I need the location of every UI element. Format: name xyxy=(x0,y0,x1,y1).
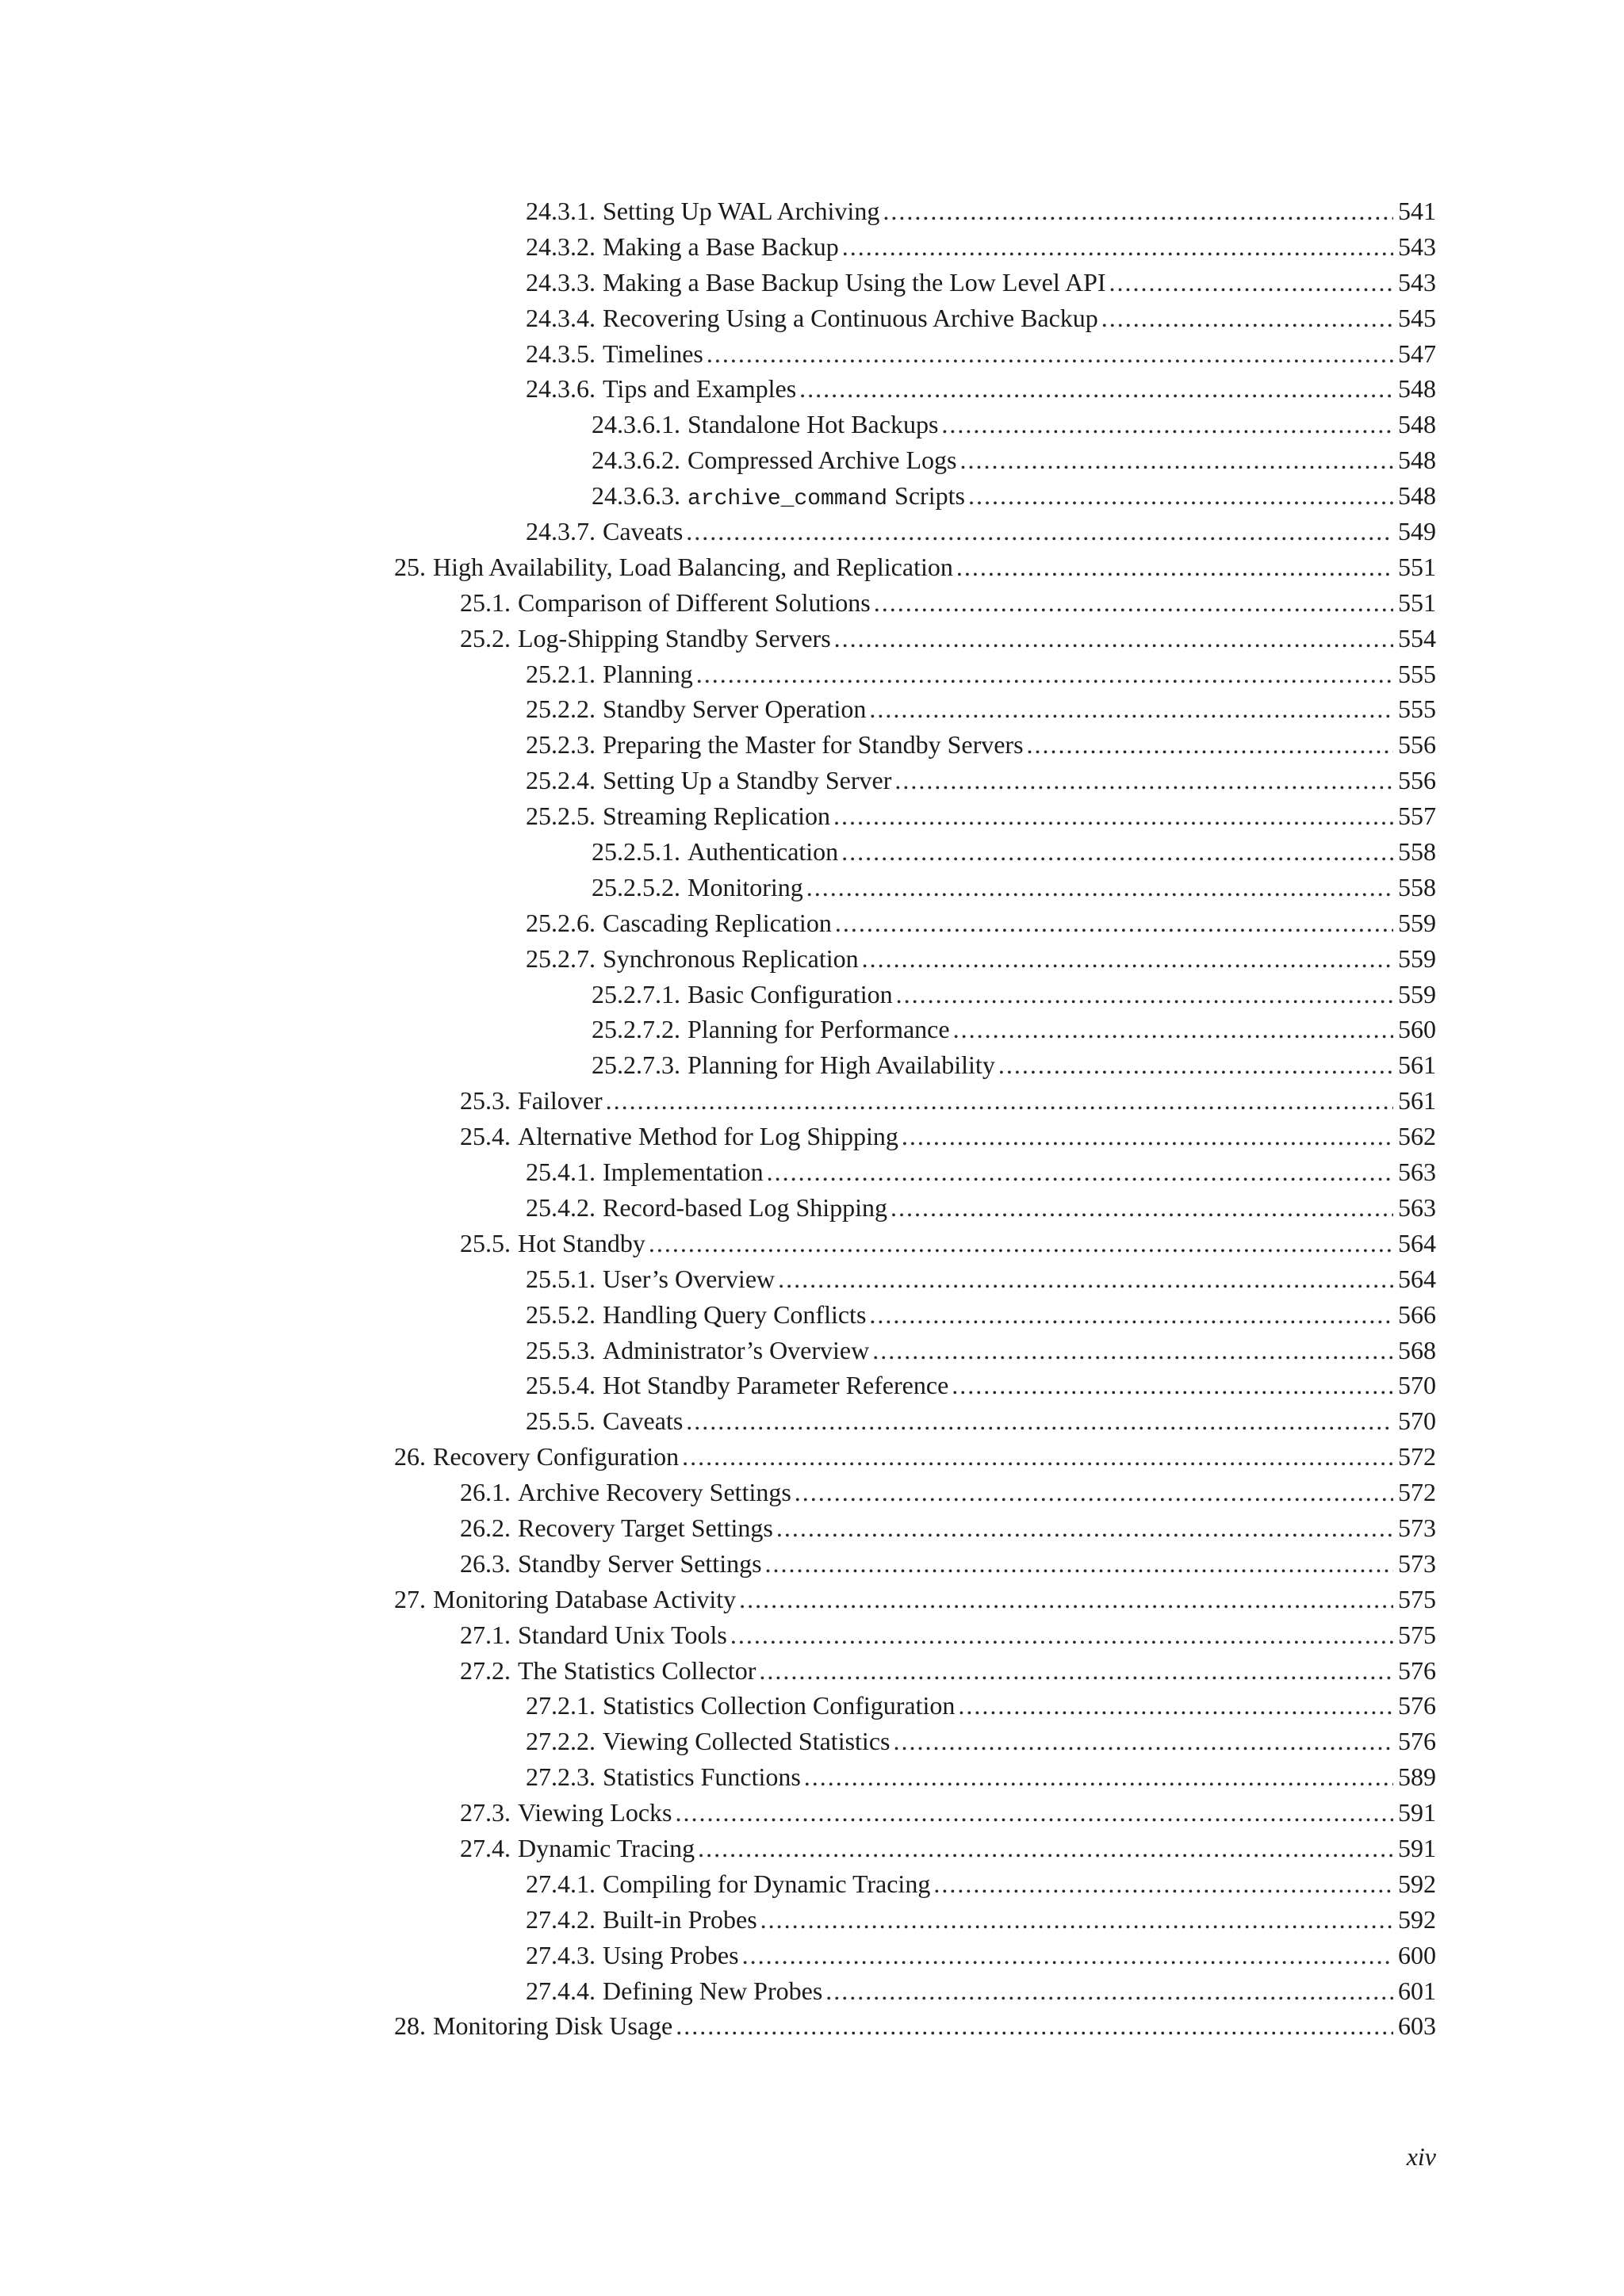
toc-entry-number: 25.2.6. xyxy=(526,908,596,937)
dot-leader xyxy=(760,1902,1393,1938)
toc-entry-title: Administrator’s Overview xyxy=(603,1335,870,1364)
toc-entry-number: 24.3.5. xyxy=(526,339,596,368)
toc-entry-number: 25. xyxy=(394,552,426,581)
toc-entry-number: 25.5. xyxy=(460,1228,511,1257)
toc-entry-title: Failover xyxy=(518,1086,603,1115)
toc-entry-page: 591 xyxy=(1398,1833,1436,1862)
toc-entry-title: Recovering Using a Continuous Archive Backup xyxy=(603,303,1098,332)
dot-leader xyxy=(941,407,1393,442)
toc-entry-title: Making a Base Backup xyxy=(603,232,839,261)
toc-entry-number: 25.2.7. xyxy=(526,943,596,973)
toc-entry-number: 25.2.3. xyxy=(526,730,596,760)
toc-entry[interactable] xyxy=(394,478,1436,514)
toc-entry-number: 24.3.6.1. xyxy=(592,410,680,439)
toc-entry-title: Standard Unix Tools xyxy=(518,1620,727,1649)
dot-leader xyxy=(874,585,1393,621)
toc-entry-title: Making a Base Backup Using the Low Level API xyxy=(603,267,1106,297)
toc-entry-page: 576 xyxy=(1398,1655,1436,1685)
toc-entry-page: 572 xyxy=(1398,1478,1436,1507)
dot-leader xyxy=(869,1297,1393,1333)
toc-entry-code: archive_command xyxy=(688,487,888,512)
dot-leader xyxy=(883,193,1393,229)
toc-entry-page: 563 xyxy=(1398,1158,1436,1187)
dot-leader xyxy=(958,1688,1393,1724)
toc-entry[interactable] xyxy=(394,1973,1436,2009)
toc-entry-title: Hot Standby Parameter Reference xyxy=(603,1371,949,1400)
dot-leader xyxy=(686,1403,1393,1439)
toc-entry-page: 558 xyxy=(1398,837,1436,867)
toc-entry-title: Handling Query Conflicts xyxy=(603,1299,867,1329)
toc-entry[interactable] xyxy=(394,442,1436,478)
toc-entry-title: Dynamic Tracing xyxy=(518,1833,695,1862)
dot-leader xyxy=(649,1226,1393,1261)
toc-entry-page: 563 xyxy=(1398,1192,1436,1222)
dot-leader xyxy=(891,1190,1393,1226)
toc-entry[interactable] xyxy=(394,336,1436,372)
toc-entry-title: User’s Overview xyxy=(603,1264,776,1293)
toc-entry-number: 25.2.5.2. xyxy=(592,872,680,901)
dot-leader xyxy=(1109,265,1393,300)
toc-entry-page: 548 xyxy=(1398,374,1436,404)
toc-entry-number: 27.2.1. xyxy=(526,1691,596,1720)
toc-entry-page: 559 xyxy=(1398,979,1436,1008)
dot-leader xyxy=(676,2008,1393,2044)
dot-leader xyxy=(933,1866,1393,1902)
toc-entry-page: 554 xyxy=(1398,623,1436,652)
dot-leader xyxy=(686,514,1393,549)
toc-entry-number: 24.3.2. xyxy=(526,232,596,261)
toc-entry[interactable] xyxy=(394,1688,1436,1724)
dot-leader xyxy=(998,1047,1393,1083)
toc-entry-number: 27.4.2. xyxy=(526,1904,596,1934)
dot-leader xyxy=(968,478,1393,514)
toc-entry[interactable] xyxy=(394,407,1436,442)
dot-leader xyxy=(765,1546,1393,1582)
toc-entry-title: Compressed Archive Logs xyxy=(688,446,957,475)
dot-leader xyxy=(1101,300,1393,336)
dot-leader xyxy=(707,336,1393,372)
toc-entry-title: Planning for High Availability xyxy=(688,1050,995,1080)
dot-leader xyxy=(862,941,1393,977)
toc-entry-number: 26.3. xyxy=(460,1548,511,1578)
toc-entry[interactable] xyxy=(394,977,1436,1012)
dot-leader xyxy=(835,905,1393,941)
toc-entry-page: 551 xyxy=(1398,552,1436,581)
toc-entry-page: 603 xyxy=(1398,2011,1436,2041)
toc-entry-number: 25.1. xyxy=(460,587,511,617)
toc-entry-title: Viewing Collected Statistics xyxy=(603,1727,891,1756)
toc-entry-page: 555 xyxy=(1398,659,1436,688)
dot-leader xyxy=(682,1439,1393,1475)
toc-entry-title: Standby Server Operation xyxy=(603,695,867,724)
toc-entry-page: 555 xyxy=(1398,695,1436,724)
toc-entry-title: Alternative Method for Log Shipping xyxy=(518,1122,898,1151)
toc-entry-title: Recovery Target Settings xyxy=(518,1513,773,1542)
toc-entry-number: 25.5.3. xyxy=(526,1335,596,1364)
toc-entry-page: 545 xyxy=(1398,303,1436,332)
toc-entry-page: 562 xyxy=(1398,1122,1436,1151)
toc-entry-number: 25.5.1. xyxy=(526,1264,596,1293)
toc-entry-page: 543 xyxy=(1398,267,1436,297)
toc-entry-number: 25.2.1. xyxy=(526,659,596,688)
toc-entry-title: Caveats xyxy=(603,1406,684,1436)
toc-entry[interactable] xyxy=(394,621,1436,656)
toc-entry-number: 25.5.4. xyxy=(526,1371,596,1400)
toc-entry-number: 24.3.6.3. xyxy=(592,481,680,511)
toc-entry-number: 27.2. xyxy=(460,1655,511,1685)
toc-entry-title: Comparison of Different Solutions xyxy=(518,587,871,617)
toc-entry-title: Streaming Replication xyxy=(603,802,831,831)
toc-entry-number: 24.3.6.2. xyxy=(592,446,680,475)
toc-entry-page: 557 xyxy=(1398,802,1436,831)
dot-leader xyxy=(869,691,1393,727)
toc-entry[interactable] xyxy=(394,1439,1436,1475)
toc-entry[interactable] xyxy=(394,1119,1436,1154)
dot-leader xyxy=(795,1475,1393,1510)
toc-entry[interactable] xyxy=(394,1866,1436,1902)
toc-entry-number: 24.3.3. xyxy=(526,267,596,297)
toc-entry-title: Hot Standby xyxy=(518,1228,645,1257)
toc-entry-number: 25.3. xyxy=(460,1086,511,1115)
toc-entry[interactable] xyxy=(394,1831,1436,1866)
toc-entry-number: 25.2.2. xyxy=(526,695,596,724)
toc-entry-number: 25.4.2. xyxy=(526,1192,596,1222)
toc-entry-number: 27.4.3. xyxy=(526,1940,596,1969)
toc-entry-page: 561 xyxy=(1398,1050,1436,1080)
toc-entry-number: 25.2.4. xyxy=(526,766,596,795)
toc-entry[interactable] xyxy=(394,300,1436,336)
dot-leader xyxy=(767,1154,1393,1190)
toc-entry-page: 601 xyxy=(1398,1976,1436,2005)
toc-entry-title: Preparing the Master for Standby Servers xyxy=(603,730,1024,760)
dot-leader xyxy=(696,656,1393,692)
toc-entry-title: Authentication xyxy=(688,837,839,867)
dot-leader xyxy=(894,763,1393,798)
toc-entry[interactable] xyxy=(394,371,1436,407)
dot-leader xyxy=(742,1938,1393,1973)
dot-leader xyxy=(896,977,1393,1012)
dot-leader xyxy=(776,1510,1393,1546)
toc-entry[interactable] xyxy=(394,905,1436,941)
toc-entry[interactable] xyxy=(394,1226,1436,1261)
toc-entry-number: 25.2.5.1. xyxy=(592,837,680,867)
toc-entry-number: 25.4.1. xyxy=(526,1158,596,1187)
dot-leader xyxy=(872,1333,1393,1368)
dot-leader xyxy=(953,1012,1393,1047)
toc-entry[interactable] xyxy=(394,798,1436,834)
toc-entry-title: High Availability, Load Balancing, and Replication xyxy=(433,552,953,581)
toc-entry[interactable] xyxy=(394,1368,1436,1403)
toc-entry[interactable] xyxy=(394,1012,1436,1047)
toc-entry-page: 549 xyxy=(1398,517,1436,546)
toc-entry-page: 564 xyxy=(1398,1264,1436,1293)
toc-entry[interactable] xyxy=(394,1510,1436,1546)
dot-leader xyxy=(833,798,1393,834)
toc-entry-page: 568 xyxy=(1398,1335,1436,1364)
toc-entry-page: 561 xyxy=(1398,1086,1436,1115)
toc-entry-title: Viewing Locks xyxy=(518,1798,672,1827)
toc-entry-page: 559 xyxy=(1398,943,1436,973)
toc-entry-title: Log-Shipping Standby Servers xyxy=(518,623,831,652)
dot-leader xyxy=(730,1617,1393,1653)
toc-entry-title: Cascading Replication xyxy=(603,908,832,937)
toc-entry-page: 551 xyxy=(1398,587,1436,617)
toc-entry-page: 556 xyxy=(1398,730,1436,760)
toc-entry[interactable] xyxy=(394,941,1436,977)
toc-entry-title: Synchronous Replication xyxy=(603,943,859,973)
toc-entry-title: Planning xyxy=(603,659,693,688)
toc-entry-number: 24.3.1. xyxy=(526,197,596,225)
toc-entry[interactable] xyxy=(394,193,1436,229)
toc-entry-title: Archive Recovery Settings xyxy=(518,1478,791,1507)
toc-entry-page: 592 xyxy=(1398,1869,1436,1898)
toc-entry-number: 27.1. xyxy=(460,1620,511,1649)
toc-entry[interactable] xyxy=(394,1759,1436,1795)
toc-entry[interactable] xyxy=(394,1795,1436,1831)
toc-entry[interactable] xyxy=(394,1902,1436,1938)
toc-entry-title: Caveats xyxy=(603,517,684,546)
toc-entry-page: 575 xyxy=(1398,1620,1436,1649)
toc-entry-page: 600 xyxy=(1398,1940,1436,1969)
toc-entry-title: Statistics Functions xyxy=(603,1762,801,1792)
toc-entry-title: Basic Configuration xyxy=(688,979,893,1008)
toc-entry-number: 24.3.6. xyxy=(526,374,596,404)
dot-leader xyxy=(834,621,1393,656)
toc-entry-page: 564 xyxy=(1398,1228,1436,1257)
toc-entry-title: Record-based Log Shipping xyxy=(603,1192,888,1222)
toc-entry-title: Recovery Configuration xyxy=(433,1442,680,1471)
toc-entry[interactable] xyxy=(394,1047,1436,1083)
toc-entry-page: 560 xyxy=(1398,1015,1436,1044)
toc-entry-number: 25.2. xyxy=(460,623,511,652)
toc-entry-page: 570 xyxy=(1398,1371,1436,1400)
toc-entry-page: 573 xyxy=(1398,1548,1436,1578)
toc-entry-title: Defining New Probes xyxy=(603,1976,823,2005)
toc-entry-number: 25.2.7.1. xyxy=(592,979,680,1008)
toc-entry-page: 543 xyxy=(1398,232,1436,261)
toc-entry-number: 27.3. xyxy=(460,1798,511,1827)
toc-entry-title: Monitoring Disk Usage xyxy=(433,2011,673,2041)
page-number: xiv xyxy=(1406,2142,1436,2171)
toc-entry-page: 573 xyxy=(1398,1513,1436,1542)
toc-entry[interactable] xyxy=(394,1190,1436,1226)
toc-entry-title: Statistics Collection Configuration xyxy=(603,1691,956,1720)
toc-entry-number: 27.2.3. xyxy=(526,1762,596,1792)
toc-entry-page: 592 xyxy=(1398,1904,1436,1934)
toc-entry[interactable] xyxy=(394,549,1436,585)
toc-entry-page: 591 xyxy=(1398,1798,1436,1827)
toc-entry[interactable] xyxy=(394,1333,1436,1368)
dot-leader xyxy=(759,1653,1393,1689)
toc-entry-page: 556 xyxy=(1398,766,1436,795)
dot-leader xyxy=(952,1368,1393,1403)
dot-leader xyxy=(799,371,1393,407)
toc-entry[interactable] xyxy=(394,1724,1436,1759)
toc-entry[interactable] xyxy=(394,656,1436,692)
dot-leader xyxy=(1027,727,1393,763)
toc-entry-title: Standby Server Settings xyxy=(518,1548,762,1578)
toc-entry-title: Compiling for Dynamic Tracing xyxy=(603,1869,931,1898)
toc-entry-title: Monitoring xyxy=(688,872,803,901)
toc-entry[interactable] xyxy=(394,1083,1436,1119)
toc-entry-number: 24.3.7. xyxy=(526,517,596,546)
toc-entry-title: Setting Up a Standby Server xyxy=(603,766,892,795)
dot-leader xyxy=(893,1724,1393,1759)
toc-entry-number: 25.5.5. xyxy=(526,1406,596,1436)
toc-entry-number: 27.4.1. xyxy=(526,1869,596,1898)
toc-entry-title: Setting Up WAL Archiving xyxy=(603,197,880,225)
toc-entry-title: Tips and Examples xyxy=(603,374,797,404)
toc-entry-number: 25.2.7.3. xyxy=(592,1050,680,1080)
dot-leader xyxy=(606,1083,1393,1119)
toc-entry-number: 26. xyxy=(394,1442,426,1471)
toc-entry[interactable] xyxy=(394,1546,1436,1582)
toc-entry-number: 26.2. xyxy=(460,1513,511,1542)
toc-entry[interactable] xyxy=(394,1653,1436,1689)
dot-leader xyxy=(841,834,1393,870)
dot-leader xyxy=(956,549,1393,585)
dot-leader xyxy=(675,1795,1393,1831)
toc-entry-page: 548 xyxy=(1398,446,1436,475)
toc-entry[interactable] xyxy=(394,1938,1436,1973)
toc-entry-page: 589 xyxy=(1398,1762,1436,1792)
toc-entry-number: 25.5.2. xyxy=(526,1299,596,1329)
dot-leader xyxy=(825,1973,1393,2009)
dot-leader xyxy=(804,1759,1393,1795)
toc-entry-number: 27.2.2. xyxy=(526,1727,596,1756)
toc-entry-page: 576 xyxy=(1398,1727,1436,1756)
toc-entry[interactable] xyxy=(394,585,1436,621)
toc-entry[interactable] xyxy=(394,2008,1436,2044)
toc-entry[interactable] xyxy=(394,691,1436,727)
toc-entry-number: 28. xyxy=(394,2011,426,2041)
toc-entry[interactable] xyxy=(394,1475,1436,1510)
toc-entry[interactable] xyxy=(394,834,1436,870)
toc-entry-title: Using Probes xyxy=(603,1940,739,1969)
toc-entry[interactable] xyxy=(394,1582,1436,1617)
toc-entry-number: 27. xyxy=(394,1584,426,1613)
toc-entry[interactable] xyxy=(394,1154,1436,1190)
toc-entry[interactable] xyxy=(394,1617,1436,1653)
toc-entry-page: 558 xyxy=(1398,872,1436,901)
toc-entry-page: 570 xyxy=(1398,1406,1436,1436)
toc-entry[interactable] xyxy=(394,514,1436,549)
dot-leader xyxy=(739,1582,1393,1617)
toc-entry-number: 27.4. xyxy=(460,1833,511,1862)
toc-entry-title: Built-in Probes xyxy=(603,1904,757,1934)
toc-entry-title: Standalone Hot Backups xyxy=(688,410,939,439)
toc-entry[interactable] xyxy=(394,265,1436,300)
toc-entry-number: 25.2.5. xyxy=(526,802,596,831)
toc-entry-page: 548 xyxy=(1398,410,1436,439)
toc-entry-page: 541 xyxy=(1398,197,1436,225)
toc-entry-title: Planning for Performance xyxy=(688,1015,950,1044)
toc-entry-page: 572 xyxy=(1398,1442,1436,1471)
toc-entry-number: 24.3.4. xyxy=(526,303,596,332)
dot-leader xyxy=(960,442,1394,478)
toc-entry-number: 27.4.4. xyxy=(526,1976,596,2005)
toc-entry-page: 576 xyxy=(1398,1691,1436,1720)
toc-entry-title: Implementation xyxy=(603,1158,764,1187)
dot-leader xyxy=(778,1261,1393,1297)
toc-entry-title: Monitoring Database Activity xyxy=(433,1584,737,1613)
toc-entry[interactable] xyxy=(394,727,1436,763)
toc-entry-number: 25.2.7.2. xyxy=(592,1015,680,1044)
toc-entry-title: Scripts xyxy=(894,481,965,511)
dot-leader xyxy=(806,870,1393,905)
toc-entry[interactable] xyxy=(394,1261,1436,1297)
toc-entry-page: 575 xyxy=(1398,1584,1436,1613)
toc-entry-number: 25.4. xyxy=(460,1122,511,1151)
dot-leader xyxy=(842,229,1393,265)
dot-leader xyxy=(698,1831,1393,1866)
toc-entry-page: 548 xyxy=(1398,481,1436,511)
dot-leader xyxy=(902,1119,1393,1154)
toc-entry-page: 566 xyxy=(1398,1299,1436,1329)
toc-entry-page: 559 xyxy=(1398,908,1436,937)
toc-entry[interactable] xyxy=(394,870,1436,905)
toc-entry[interactable] xyxy=(394,1297,1436,1333)
toc-entry[interactable] xyxy=(394,1403,1436,1439)
toc-entry-page: 547 xyxy=(1398,339,1436,368)
toc-entry-title: Timelines xyxy=(603,339,703,368)
table-of-contents xyxy=(394,193,1436,2044)
toc-entry-number: 26.1. xyxy=(460,1478,511,1507)
toc-entry[interactable] xyxy=(394,763,1436,798)
toc-entry-title: The Statistics Collector xyxy=(518,1655,756,1685)
toc-entry[interactable] xyxy=(394,229,1436,265)
